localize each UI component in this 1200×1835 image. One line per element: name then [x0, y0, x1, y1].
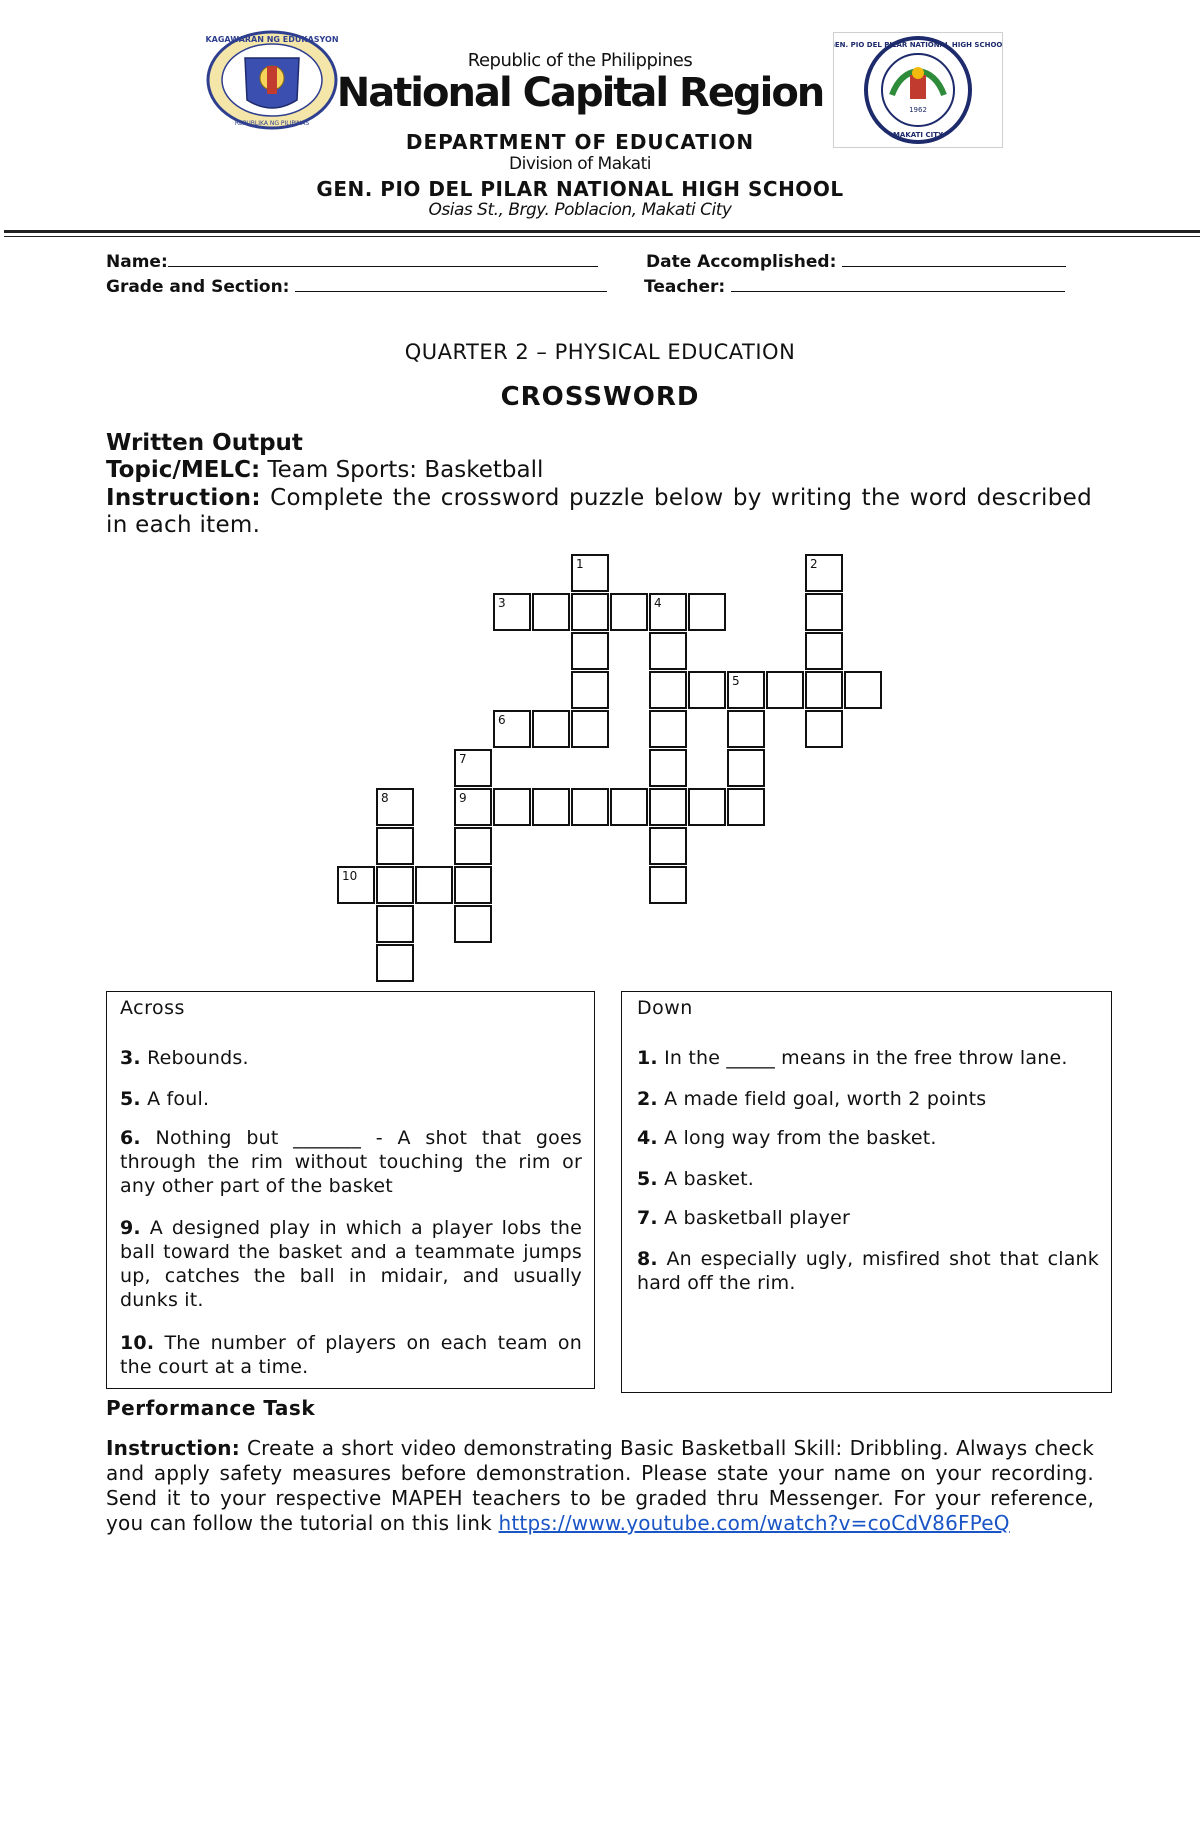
clue-number-label: 5	[732, 674, 740, 688]
crossword-cell[interactable]	[376, 944, 414, 982]
date-field[interactable]	[646, 252, 1066, 272]
clue-text: The number of players on each team on the court at a time.	[120, 1332, 582, 1378]
clue-number: 6.	[120, 1127, 141, 1149]
crossword-cell[interactable]	[805, 710, 843, 748]
crossword-cell[interactable]	[766, 671, 804, 709]
crossword-cell[interactable]	[454, 788, 492, 826]
down-clues-box	[621, 991, 1112, 1393]
down-clue-5	[637, 1167, 1099, 1191]
clue-text: A long way from the basket.	[657, 1127, 937, 1149]
crossword-cell[interactable]	[649, 749, 687, 787]
name-label: Name:	[106, 252, 168, 272]
crossword-cell[interactable]	[571, 593, 609, 631]
crossword-cell[interactable]	[649, 710, 687, 748]
crossword-cell[interactable]	[610, 593, 648, 631]
teacher-field[interactable]	[644, 277, 1065, 297]
performance-instruction	[106, 1436, 1094, 1536]
clue-number: 9.	[120, 1217, 141, 1239]
clue-text: A designed play in which a player lobs the ball toward the basket and a teammate jumps up, catches the ball in midair, and usually dunks it.	[120, 1217, 582, 1311]
crossword-cell[interactable]	[376, 827, 414, 865]
crossword-cell[interactable]	[493, 788, 531, 826]
across-clue-9	[120, 1216, 582, 1312]
tutorial-link[interactable]: https://www.youtube.com/watch?v=coCdV86FPeQ	[498, 1511, 1010, 1535]
crossword-cell[interactable]	[649, 671, 687, 709]
crossword-cell[interactable]	[532, 593, 570, 631]
teacher-line[interactable]	[731, 277, 1065, 292]
header-rule-thin	[4, 236, 1200, 237]
instruction-line	[106, 485, 1092, 539]
crossword-cell[interactable]	[649, 866, 687, 904]
clue-number: 7.	[637, 1207, 658, 1229]
crossword-cell[interactable]	[649, 788, 687, 826]
svg-text:MAKATI CITY: MAKATI CITY	[892, 131, 944, 139]
clue-number-label: 8	[381, 791, 389, 805]
quarter-title: QUARTER 2 – PHYSICAL EDUCATION	[404, 340, 796, 364]
across-clue-6	[120, 1126, 582, 1198]
department-line: DEPARTMENT OF EDUCATION	[405, 130, 755, 154]
grade-line[interactable]	[295, 277, 607, 292]
clue-number: 3.	[120, 1047, 141, 1069]
down-clue-1	[637, 1046, 1099, 1070]
down-clue-7	[637, 1206, 1099, 1230]
crossword-cell[interactable]	[571, 710, 609, 748]
date-label: Date Accomplished:	[646, 252, 837, 272]
across-clue-10	[120, 1331, 582, 1379]
svg-text:GEN. PIO DEL PILAR NATIONAL HI: GEN. PIO DEL PILAR NATIONAL HIGH SCHOOL	[834, 41, 1002, 49]
region-title: National Capital Region	[336, 70, 824, 116]
crossword-cell[interactable]	[688, 788, 726, 826]
crossword-cell[interactable]	[727, 749, 765, 787]
crossword-cell[interactable]	[571, 788, 609, 826]
topic-label: Topic/MELC:	[106, 457, 261, 483]
school-logo	[833, 32, 1003, 148]
clue-number-label: 2	[810, 557, 818, 571]
crossword-cell[interactable]	[376, 788, 414, 826]
topic-text: Team Sports: Basketball	[260, 457, 544, 483]
crossword-cell[interactable]	[805, 593, 843, 631]
crossword-cell[interactable]	[454, 749, 492, 787]
crossword-cell[interactable]	[571, 671, 609, 709]
performance-heading: Performance Task	[106, 1396, 316, 1420]
clue-number: 2.	[637, 1088, 658, 1110]
header-rule-thick	[4, 230, 1200, 233]
crossword-cell[interactable]	[532, 710, 570, 748]
crossword-cell[interactable]	[376, 866, 414, 904]
crossword-cell[interactable]	[493, 593, 531, 631]
topic-line	[106, 457, 543, 483]
school-name: GEN. PIO DEL PILAR NATIONAL HIGH SCHOOL	[316, 177, 844, 201]
performance-instruction-text: Create a short video demonstrating Basic Basketball Skill: Dribbling. Always check and apply safety measures before demonstration. Please state your name on your recording. Send it to your respective MAPEH teachers to be graded thru Messenger. For your reference, you can follow the tutorial on this link	[106, 1436, 1094, 1535]
clue-number: 1.	[637, 1047, 658, 1069]
clue-number-label: 6	[498, 713, 506, 727]
written-output-heading: Written Output	[106, 430, 303, 456]
instruction-label: Instruction:	[106, 485, 261, 511]
republic-line: Republic of the Philippines	[467, 50, 693, 71]
crossword-cell[interactable]	[571, 632, 609, 670]
instruction-text: Complete the crossword puzzle below by writing the word described in each item.	[106, 485, 1092, 538]
clue-number: 4.	[637, 1127, 658, 1149]
grade-section-field[interactable]	[106, 277, 607, 297]
down-clue-8	[637, 1247, 1099, 1295]
crossword-cell[interactable]	[805, 632, 843, 670]
crossword-cell[interactable]	[649, 827, 687, 865]
clue-number: 10.	[120, 1332, 155, 1354]
crossword-cell[interactable]	[337, 866, 375, 904]
crossword-cell[interactable]	[727, 788, 765, 826]
crossword-cell[interactable]	[376, 905, 414, 943]
name-line[interactable]	[168, 252, 598, 267]
crossword-cell[interactable]	[610, 788, 648, 826]
clue-text: Nothing but _______ - A shot that goes through the rim without touching the rim or any other part of the basket	[120, 1127, 582, 1197]
clue-number: 5.	[120, 1088, 141, 1110]
school-address: Osias St., Brgy. Poblacion, Makati City	[428, 200, 732, 220]
crossword-cell[interactable]	[649, 593, 687, 631]
clue-number-label: 1	[576, 557, 584, 571]
down-clue-2	[637, 1087, 1099, 1111]
clue-text: In the _____ means in the free throw lane.	[657, 1047, 1068, 1069]
crossword-cell[interactable]	[844, 671, 882, 709]
crossword-cell[interactable]	[688, 671, 726, 709]
crossword-cell[interactable]	[532, 788, 570, 826]
down-heading: Down	[637, 997, 693, 1019]
crossword-cell[interactable]	[493, 710, 531, 748]
clue-text: Rebounds.	[140, 1047, 249, 1069]
clue-number-label: 10	[342, 869, 358, 883]
down-clue-4	[637, 1126, 1099, 1150]
clue-text: A made field goal, worth 2 points	[657, 1088, 987, 1110]
crossword-cell[interactable]	[454, 827, 492, 865]
division-line: Division of Makati	[509, 154, 651, 174]
across-clue-3	[120, 1046, 582, 1070]
crossword-cell[interactable]	[805, 671, 843, 709]
crossword-cell[interactable]	[454, 866, 492, 904]
clue-number-label: 4	[654, 596, 662, 610]
crossword-title: CROSSWORD	[500, 382, 700, 412]
date-line[interactable]	[842, 252, 1066, 267]
grade-label: Grade and Section:	[106, 277, 290, 297]
svg-text:REPUBLIKA NG PILIPINAS: REPUBLIKA NG PILIPINAS	[234, 120, 310, 127]
crossword-cell[interactable]	[649, 632, 687, 670]
clue-number: 5.	[637, 1168, 658, 1190]
across-clue-5	[120, 1087, 582, 1111]
crossword-cell[interactable]	[727, 671, 765, 709]
crossword-cell[interactable]	[415, 866, 453, 904]
crossword-cell[interactable]	[571, 554, 609, 592]
svg-text:KAGAWARAN NG EDUKASYON: KAGAWARAN NG EDUKASYON	[205, 35, 339, 44]
across-heading: Across	[120, 997, 185, 1019]
clue-text: A basketball player	[657, 1207, 851, 1229]
name-field[interactable]	[106, 252, 598, 272]
clue-text: A basket.	[657, 1168, 755, 1190]
clue-text: An especially ugly, misfired shot that clank hard off the rim.	[637, 1248, 1099, 1294]
clue-number-label: 7	[459, 752, 467, 766]
crossword-cell[interactable]	[688, 593, 726, 631]
clue-number-label: 9	[459, 791, 467, 805]
across-clues-box	[106, 991, 595, 1389]
clue-number: 8.	[637, 1248, 658, 1270]
performance-instruction-label: Instruction:	[106, 1436, 240, 1460]
teacher-label: Teacher:	[644, 277, 726, 297]
crossword-cell[interactable]	[454, 905, 492, 943]
clue-text: A foul.	[140, 1088, 210, 1110]
crossword-cell[interactable]	[805, 554, 843, 592]
logo-year: 1962	[909, 106, 927, 114]
crossword-cell[interactable]	[727, 710, 765, 748]
clue-number-label: 3	[498, 596, 506, 610]
